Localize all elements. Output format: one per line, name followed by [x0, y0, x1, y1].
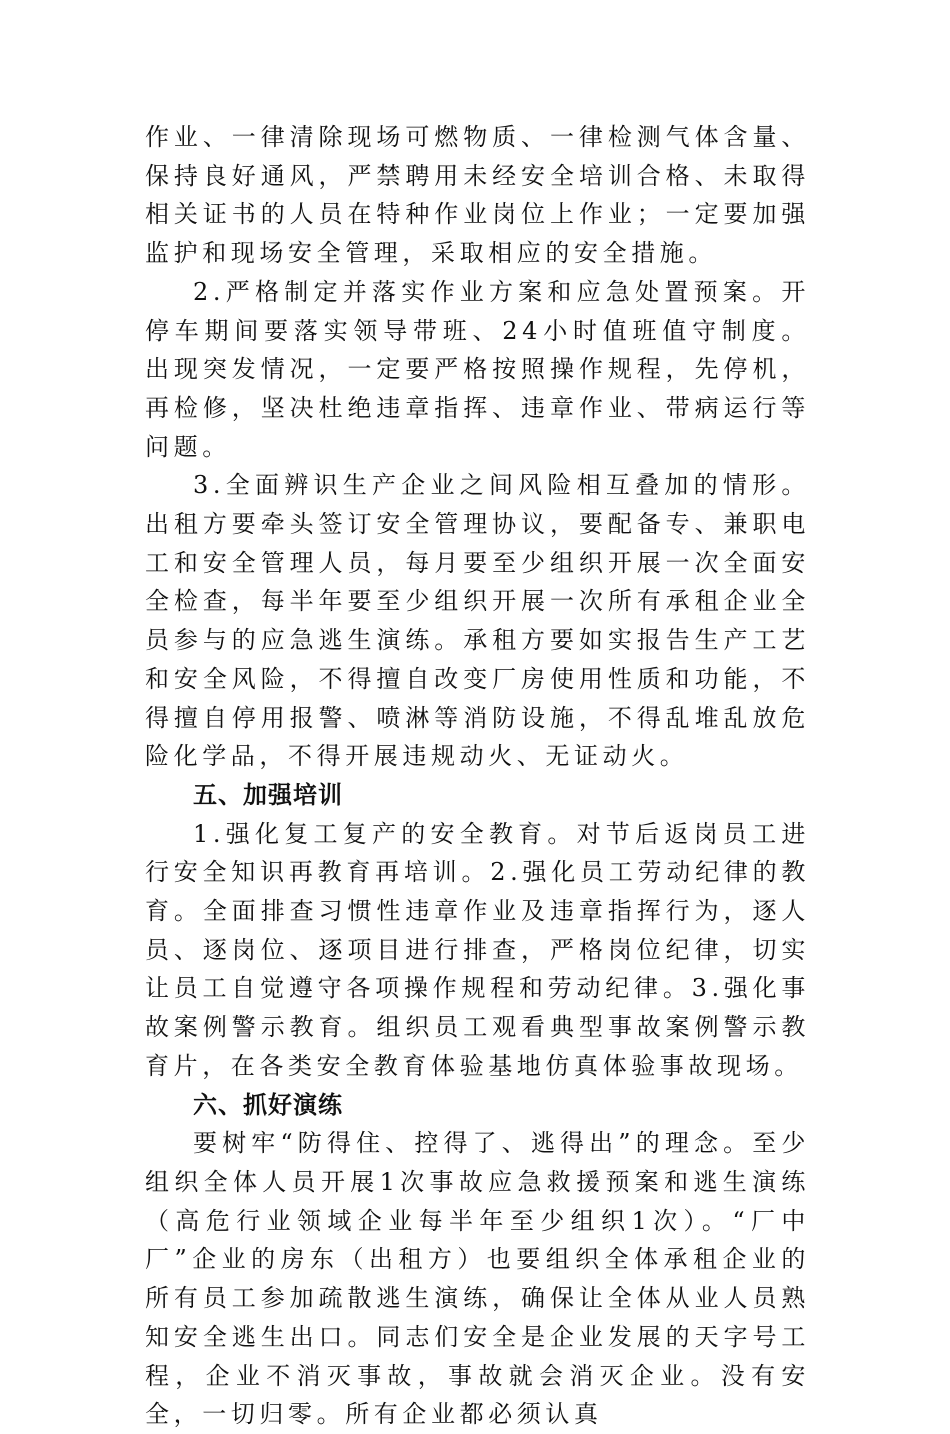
document-page: [145, 118, 810, 1434]
section-heading-training: 五、加强培训: [193, 780, 343, 809]
paragraph-continuation: 作业、一律清除现场可燃物质、一律检测气体含量、保持良好通风，严禁聘用未经安全培训合格、未取得相关证书的人员在特种作业岗位上作业；一定要加强监护和现场安全管理，采取相应的安全措施。: [145, 123, 810, 268]
paragraph-item-2: 2.严格制定并落实作业方案和应急处置预案。开停车期间要落实领导带班、24小时值班值守制度。出现突发情况，一定要严格按照操作规程，先停机，再检修，坚决杜绝违章指挥、违章作业、带病运行等问题。: [145, 277, 810, 461]
section-heading-drills: 六、抓好演练: [193, 1090, 343, 1119]
paragraph-training: 1.强化复工复产的安全教育。对节后返岗员工进行安全知识再教育再培训。2.强化员工劳动纪律的教育。全面排查习惯性违章作业及违章指挥行为，逐人员、逐岗位、逐项目进行排查，严格岗位纪律，切实让员工自觉遵守各项操作规程和劳动纪律。3.强化事故案例警示教育。组织员工观看典型事故案例警示教育片，在各类安全教育体验基地仿真体验事故现场。: [145, 819, 810, 1080]
paragraph-drills: 要树牢“防得住、控得了、逃得出”的理念。至少组织全体人员开展1次事故应急救援预案和逃生演练（高危行业领域企业每半年至少组织1次）。“厂中厂”企业的房东（出租方）也要组织全体承租企业的所有员工参加疏散逃生演练，确保让全体从业人员熟知安全逃生出口。同志们安全是企业发展的天字号工程，企业不消灭事故，事故就会消灭企业。没有安全，一切归零。所有企业都必须认真: [145, 1129, 810, 1429]
paragraph-item-3: 3.全面辨识生产企业之间风险相互叠加的情形。出租方要牵头签订安全管理协议，要配备专、兼职电工和安全管理人员，每月要至少组织开展一次全面安全检查，每半年要至少组织开展一次所有承租企业全员参与的应急逃生演练。承租方要如实报告生产工艺和安全风险，不得擅自改变厂房使用性质和功能，不得擅自停用报警、喷淋等消防设施，不得乱堆乱放危险化学品，不得开展违规动火、无证动火。: [145, 471, 810, 771]
